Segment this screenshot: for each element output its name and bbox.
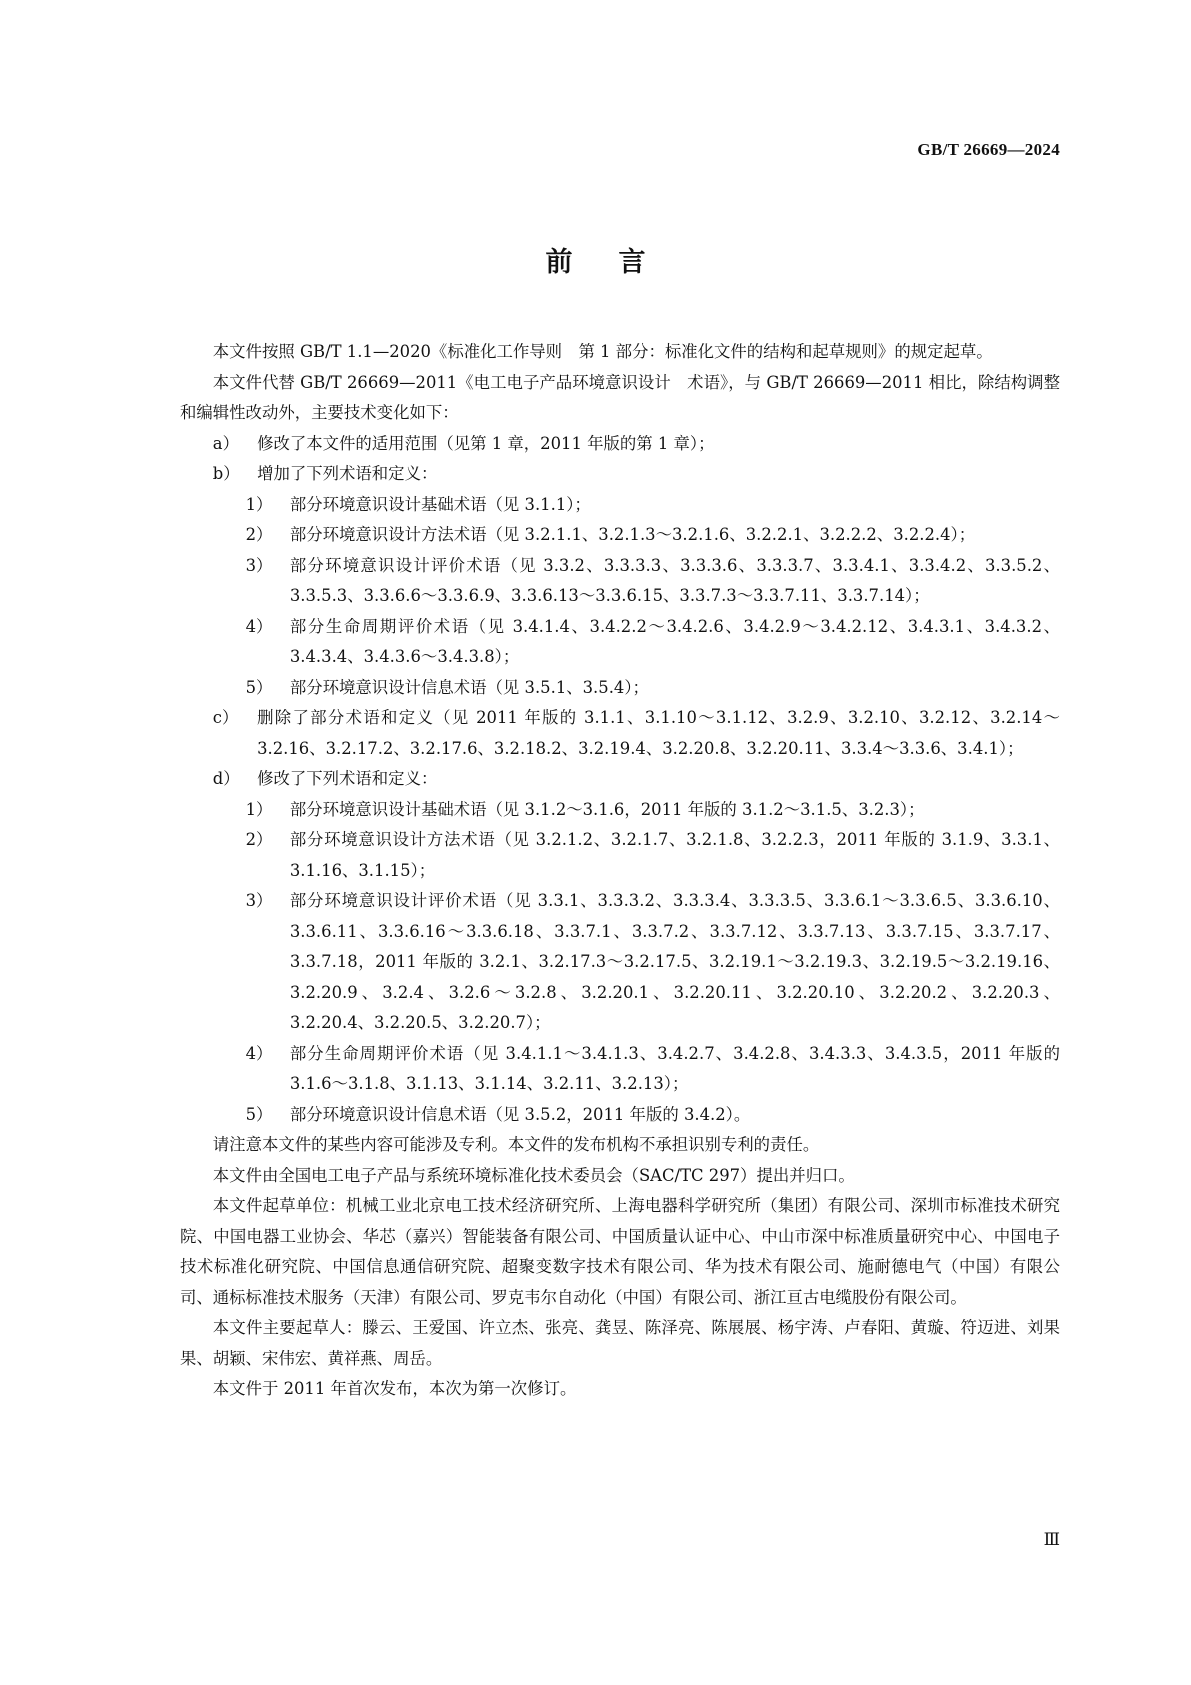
sub-list-item — [180, 795, 1060, 826]
sub-list-item — [180, 1039, 1060, 1100]
list-text: 修改了下列术语和定义： — [257, 769, 438, 788]
paragraph: 本文件于 2011 年首次发布，本次为第一次修订。 — [212, 1379, 577, 1398]
list-item-d — [180, 764, 1060, 795]
paragraph: 本文件代替 GB/T 26669—2011《电工电子产品环境意识设计 术语》，与 GB/T 26669—2011 相比，除结构调整和编辑性改动外，主要技术变化如下： — [180, 372, 1060, 422]
page-title: 前言 — [545, 247, 692, 278]
list-text: 部分环境意识设计方法术语（见 3.2.1.2、3.2.1.7、3.2.1.8、3.2.2.3，2011 年版的 3.1.9、3.3.1、3.1.16、3.1.15）； — [289, 830, 1060, 880]
list-label: 1） — [245, 494, 273, 514]
sub-list-item — [180, 673, 1060, 704]
list-text: 部分环境意识设计评价术语（见 3.3.1、3.3.3.2、3.3.3.4、3.3.3.5、3.3.6.1～3.3.6.5、3.3.6.10、3.3.6.11、3.3.6.16～3.3.6.18、3.3.7.1、3.3.7.2、3.3.7.12、3.3.7.13、3.3.7.15、3.3.7.17、3.3.7.18，2011 年版的 3.2.1、3.2.17.3～3.2.17.5、3.2.19.1～3.2.19.3、3.2.19.5～3.2.19.16、3.2.20.9、3.2.4、3.2.6～3.2.8、3.2.20.1、3.2.20.11、3.2.20.10、3.2.20.2、3.2.20.3、3.2.20.4、3.2.20.5、3.2.20.7）； — [289, 891, 1060, 1032]
list-label: 2） — [245, 830, 273, 849]
list-label: b） — [212, 464, 240, 483]
list-text: 增加了下列术语和定义： — [257, 464, 438, 483]
list-text: 部分环境意识设计基础术语（见 3.1.2～3.1.6，2011 年版的 3.1.2～3.1.5、3.2.3）； — [289, 799, 925, 819]
sub-list-item — [180, 520, 1060, 551]
sub-list-item — [180, 1100, 1060, 1131]
paragraph: 本文件主要起草人：滕云、王爱国、许立杰、张亮、龚昱、陈泽亮、陈展展、杨宇涛、卢春阳、黄璇、符迈进、刘果果、胡颖、宋伟宏、黄祥燕、周岳。 — [180, 1318, 1060, 1368]
list-item-a — [180, 429, 1060, 460]
list-label: 4） — [245, 1043, 273, 1063]
list-label: 2） — [245, 525, 273, 544]
list-label: c） — [212, 708, 239, 727]
list-text: 修改了本文件的适用范围（见第 1 章，2011 年版的第 1 章）； — [257, 433, 715, 453]
list-label: 5） — [245, 677, 273, 697]
sub-list-item — [180, 612, 1060, 673]
list-text: 删除了部分术语和定义（见 2011 年版的 3.1.1、3.1.10～3.1.12、3.2.9、3.2.10、3.2.12、3.2.14～3.2.16、3.2.17.2、3.2.17.6、3.2.18.2、3.2.19.4、3.2.20.8、3.2.20.11、3.3.4～3.3.6、3.4.1）； — [257, 708, 1060, 758]
sub-list-item — [180, 490, 1060, 521]
paragraph: 本文件按照 GB/T 1.1—2020《标准化工作导则 第 1 部分：标准化文件的结构和起草规则》的规定起草。 — [212, 342, 993, 361]
list-text: 部分生命周期评价术语（见 3.4.1.4、3.4.2.2～3.4.2.6、3.4.2.9～3.4.2.12、3.4.3.1、3.4.3.2、3.4.3.4、3.4.3.6～3.4.3.8）； — [289, 616, 1060, 666]
paragraph: 本文件由全国电工电子产品与系统环境标准化技术委员会（SAC/TC 297）提出并归口。 — [212, 1165, 855, 1185]
document-code: GB/T 26669—2024 — [917, 140, 1060, 159]
list-item-b — [180, 459, 1060, 490]
list-label: 4） — [245, 616, 273, 636]
list-text: 部分环境意识设计信息术语（见 3.5.2，2011 年版的 3.4.2）。 — [289, 1104, 751, 1124]
page-number: Ⅲ — [1043, 1530, 1060, 1549]
list-text: 部分生命周期评价术语（见 3.4.1.1～3.4.1.3、3.4.2.7、3.4.2.8、3.4.3.3、3.4.3.5，2011 年版的 3.1.6～3.1.8、3.1.13、3.1.14、3.2.11、3.2.13）； — [289, 1043, 1060, 1093]
list-label: 1） — [245, 799, 273, 819]
list-text: 部分环境意识设计方法术语（见 3.2.1.1、3.2.1.3～3.2.1.6、3.2.2.1、3.2.2.2、3.2.2.4）； — [289, 525, 976, 544]
list-item-c — [180, 703, 1060, 764]
list-label: 3） — [245, 555, 273, 575]
paragraph: 本文件起草单位：机械工业北京电工技术经济研究所、上海电器科学研究所（集团）有限公司、深圳市标准技术研究院、中国电器工业协会、华芯（嘉兴）智能装备有限公司、中国质量认证中心、中山市深中标准质量研究中心、中国电子技术标准化研究院、中国信息通信研究院、超聚变数字技术有限公司、华为技术有限公司、施耐德电气（中国）有限公司、通标标准技术服务（天津）有限公司、罗克韦尔自动化（中国）有限公司、浙江亘古电缆股份有限公司。 — [180, 1196, 1060, 1307]
sub-list-item — [180, 825, 1060, 886]
paragraph: 请注意本文件的某些内容可能涉及专利。本文件的发布机构不承担识别专利的责任。 — [212, 1135, 820, 1154]
list-label: 5） — [245, 1104, 273, 1124]
list-text: 部分环境意识设计评价术语（见 3.3.2、3.3.3.3、3.3.3.6、3.3.3.7、3.3.4.1、3.3.4.2、3.3.5.2、3.3.5.3、3.3.6.6～3.3.6.9、3.3.6.13～3.3.6.15、3.3.7.3～3.3.7.11、3.3.7.14）； — [289, 555, 1060, 605]
list-label: 3） — [245, 891, 273, 910]
list-text: 部分环境意识设计基础术语（见 3.1.1）； — [289, 494, 591, 514]
list-text: 部分环境意识设计信息术语（见 3.5.1、3.5.4）； — [289, 677, 649, 697]
list-label: a） — [212, 433, 239, 453]
sub-list-item — [180, 551, 1060, 612]
sub-list-item — [180, 886, 1060, 1039]
list-label: d） — [212, 769, 240, 788]
document-body — [180, 337, 1060, 1405]
